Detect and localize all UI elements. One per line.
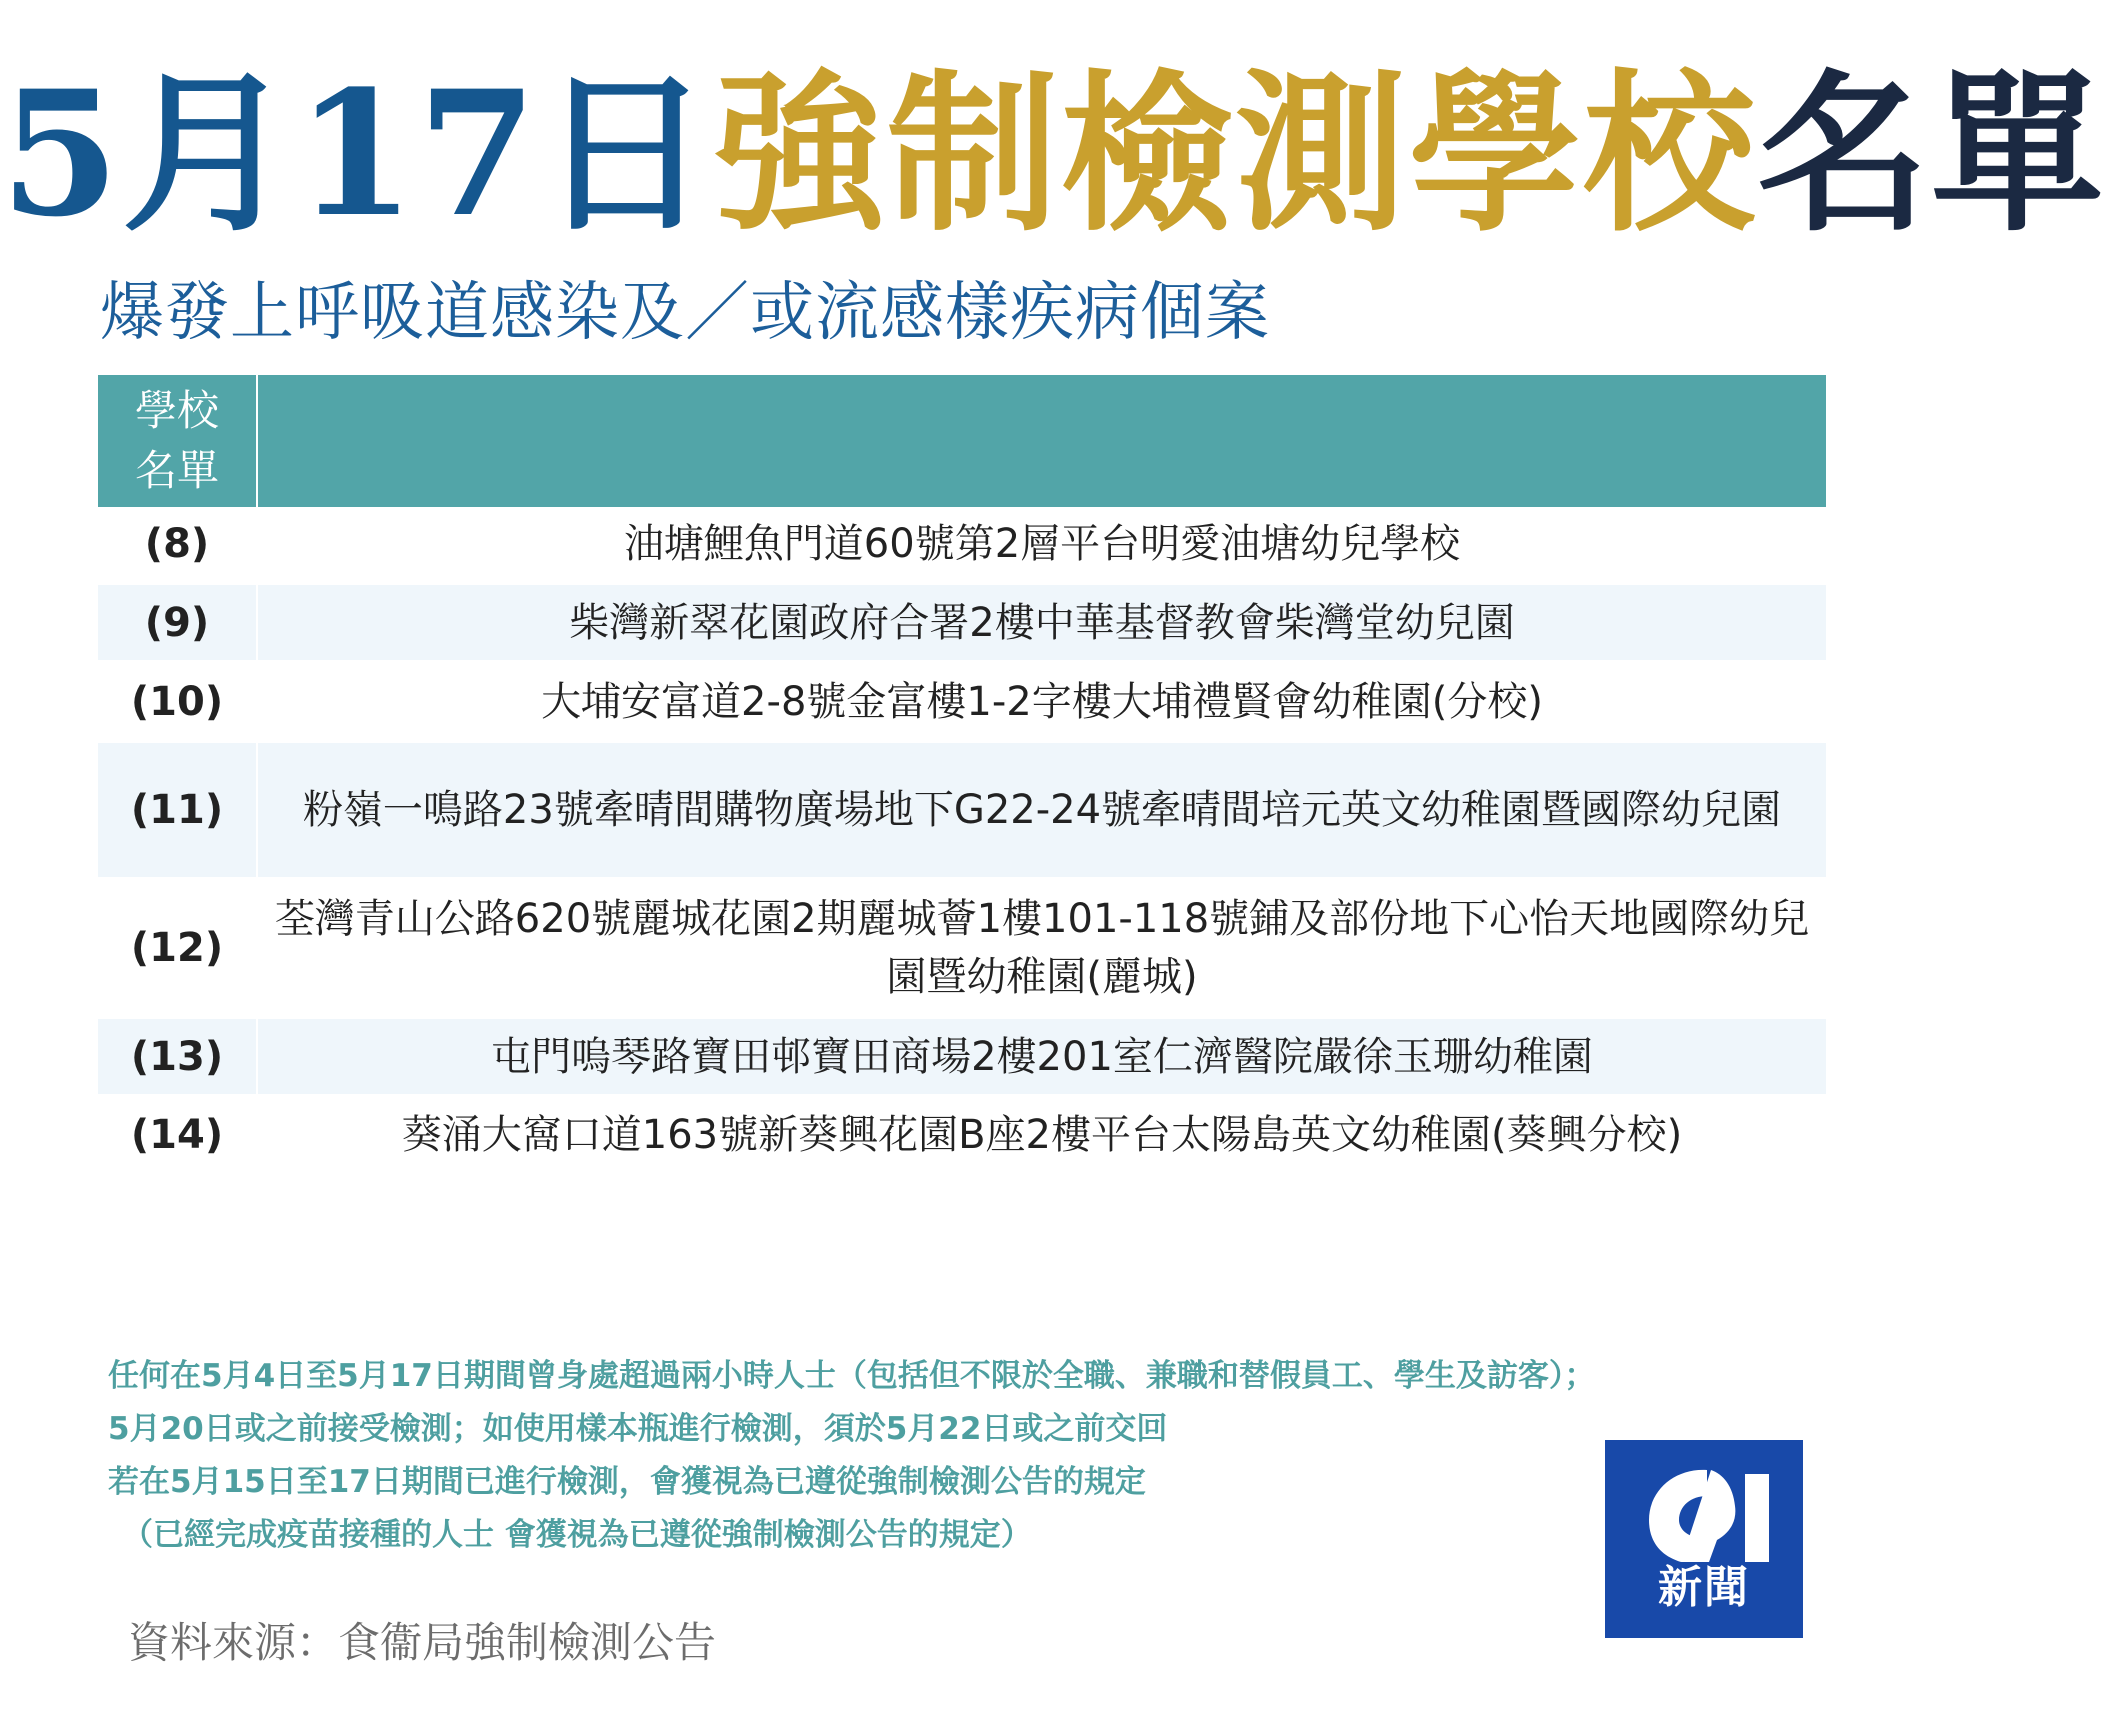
school-table <box>98 375 1826 1176</box>
table-row <box>98 1098 1826 1176</box>
source-credit: 資料來源：食衞局強制檢測公告 <box>128 1618 717 1667</box>
page-title <box>0 52 2105 255</box>
table-row <box>98 507 1826 585</box>
school-name: 柴灣新翠花園政府合署2樓中華基督教會柴灣堂幼兒園 <box>569 599 1515 646</box>
school-name: 油塘鯉魚門道60號第2層平台明愛油塘幼兒學校 <box>623 521 1461 567</box>
table-row <box>98 881 1826 1019</box>
row-number: (14) <box>98 1098 258 1172</box>
logo-text: 新聞 <box>1658 1562 1750 1613</box>
row-number: (12) <box>98 881 258 1015</box>
row-number: (11) <box>98 743 258 877</box>
notes <box>108 1350 1595 1562</box>
row-number: (8) <box>98 507 258 581</box>
school-name: 荃灣青山公路620號麗城花園2期麗城薈1樓101-118號鋪及部份地下心怡天地國際幼兒園暨幼稚園(麗城) <box>274 896 1810 1000</box>
row-number: (10) <box>98 664 258 739</box>
note-line: 若在5月15日至17日期間已進行檢測，會獲視為已遵從強制檢測公告的規定 <box>108 1464 1146 1500</box>
row-number: (13) <box>98 1019 258 1094</box>
note-line: （已經完成疫苗接種的人士 會獲視為已遵從強制檢測公告的規定） <box>122 1517 1032 1553</box>
table-header <box>98 375 1826 507</box>
note-line: 任何在5月4日至5月17日期間曾身處超過兩小時人士（包括但不限於全職、兼職和替假員工、學生及訪客）； <box>108 1358 1596 1394</box>
table-row <box>98 585 1826 664</box>
note-line: 5月20日或之前接受檢測；如使用樣本瓶進行檢測，須於5月22日或之前交回 <box>108 1411 1168 1447</box>
table-row <box>98 1019 1826 1098</box>
school-name: 屯門嗚琴路寶田邨寶田商場2樓201室仁濟醫院嚴徐玉珊幼稚園 <box>491 1033 1593 1080</box>
title-list: 名單 <box>1757 54 2105 255</box>
table-row <box>98 743 1826 881</box>
row-number: (9) <box>98 585 258 660</box>
table-row <box>98 664 1826 743</box>
school-name: 大埔安富道2-8號金富樓1-2字樓大埔禮賢會幼稚園(分校) <box>541 678 1543 725</box>
title-topic: 強制檢測學校 <box>713 54 1758 255</box>
title-date: 5月17日 <box>0 52 714 255</box>
subtitle: 爆發上呼吸道感染及／或流感樣疾病個案 <box>100 276 1270 350</box>
school-name: 葵涌大窩口道163號新葵興花園B座2樓平台太陽島英文幼稚園(葵興分校) <box>401 1112 1683 1158</box>
hk01-logo <box>1605 1440 1803 1638</box>
header-blank <box>258 375 1826 507</box>
school-name: 粉嶺一鳴路23號牽晴間購物廣場地下G22-24號牽晴間培元英文幼稚園暨國際幼兒園 <box>302 787 1782 833</box>
header-school-list: 學校名單 <box>98 375 258 507</box>
